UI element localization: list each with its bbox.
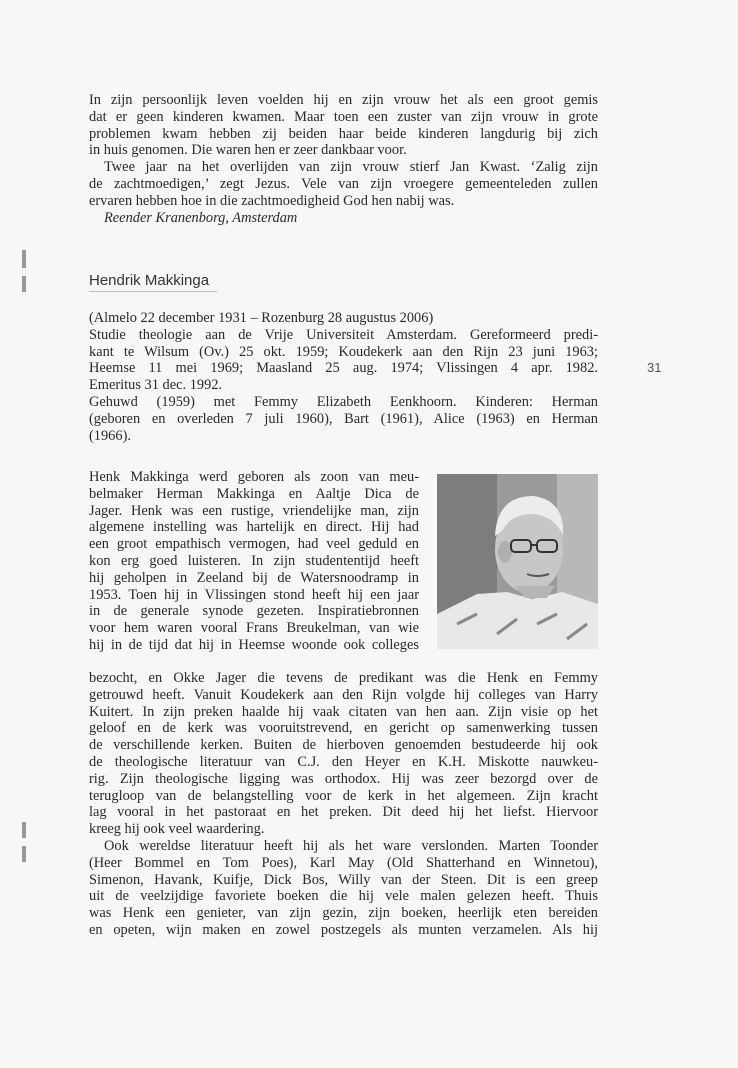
text-line: rig. Zijn theologische ligging was orthodox. Hij was zeer bezorgd over de <box>89 770 598 787</box>
text-line: de zachtmoedigen,’ zegt Jezus. Vele van zijn vroegere gemeenteleden zullen <box>89 175 598 192</box>
text-line: (Almelo 22 december 1931 – Rozenburg 28 augustus 2006) <box>89 310 434 326</box>
text-line: (Heer Bommel en Tom Poes), Karl May (Old Shatterhand en Winnetou), <box>89 854 598 871</box>
text-line: ervaren hebben hoe in die zachtmoedigheid God hen nabij was. <box>89 192 455 209</box>
text-line: en opeten, wijn maken en zowel postzegels als munten verzamelen. Als hij <box>89 921 598 938</box>
text-line: Twee jaar na het overlijden van zijn vrouw stierf Jan Kwast. ‘Zalig zijn <box>104 159 598 176</box>
portrait-photo-image <box>437 474 598 649</box>
text-line: belmaker Herman Makkinga en Aaltje Dica de <box>89 485 419 502</box>
text-line: bezocht, en Okke Jager die tevens de predikant was die Henk en Femmy <box>89 670 598 686</box>
text-line: Simenon, Havank, Kuifje, Dick Bos, Willy van der Steen. Dit is een greep <box>89 871 598 888</box>
text-line: kon erg goed luisteren. In zijn studententijd heeft <box>89 552 419 569</box>
text-line: hij in de tijd dat hij in Heemse woonde ook colleges <box>89 636 419 653</box>
text-line: 1953. Toen hij in Vlissingen stond heeft hij een jaar <box>89 586 419 603</box>
scan-mark <box>22 250 26 268</box>
text-line: Gehuwd (1959) met Femmy Elizabeth Eenkhoorn. Kinderen: Herman <box>89 393 598 410</box>
text-line: lag vooral in het pastoraat en het preken. Dit deed hij het liefst. Hiervoor <box>89 804 598 821</box>
biography-details <box>89 310 598 444</box>
scan-mark <box>22 276 26 292</box>
body-text-continued <box>89 670 598 939</box>
text-line: Studie theologie aan de Vrije Universiteit Amsterdam. Gereformeerd predi- <box>89 326 598 343</box>
text-line: was Henk een genieter, van zijn gezin, zijn boeken, heerlijk eten bereiden <box>89 905 598 922</box>
section-heading: Hendrik Makkinga <box>89 272 210 289</box>
text-line: geloof en de kerk was vooruitstrevend, en gericht op samenwerking tussen <box>89 720 598 737</box>
text-line: hij geholpen in Zeeland bij de Watersnoodramp in <box>89 569 419 586</box>
text-line: Jager. Henk was een rustige, vriendelijke man, zijn <box>89 502 419 519</box>
portrait-photo <box>437 474 598 649</box>
text-line: Kuitert. In zijn preken haalde hij vaak citaten van hen aan. Zijn visie op het <box>89 703 598 720</box>
text-line: getrouwd heeft. Vanuit Koudekerk aan den Rijn volgde hij colleges van Harry <box>89 686 598 703</box>
intro-paragraphs <box>89 92 598 226</box>
text-line: kreeg hij ook veel waardering. <box>89 821 265 838</box>
scan-mark <box>22 822 26 838</box>
text-line: Heemse 11 mei 1969; Maasland 25 aug. 1974; Vlissingen 4 apr. 1982. <box>89 360 598 377</box>
body-text-beside-photo <box>89 469 419 654</box>
text-line: algemene instelling was hartelijk en direct. Hij had <box>89 519 419 536</box>
text-line: Emeritus 31 dec. 1992. <box>89 377 223 394</box>
text-line: kant te Wilsum (Ov.) 25 okt. 1959; Koudekerk aan den Rijn 23 juni 1963; <box>89 343 598 360</box>
text-line: in huis genomen. Die waren hen er zeer dankbaar voor. <box>89 142 407 159</box>
text-line: een groot empathisch vermogen, had veel geduld en <box>89 536 419 553</box>
author-signature: Reender Kranenborg, Amsterdam <box>104 209 298 226</box>
text-line: problemen kwam hebben zij beiden haar beide kinderen langdurig bij zich <box>89 125 598 142</box>
text-line: de verschillende kerken. Buiten de hierboven genoemden bestudeerde hij ook <box>89 737 598 754</box>
text-line: Henk Makkinga werd geboren als zoon van meu- <box>89 469 419 485</box>
text-line: de theologische literatuur van C.J. den Heyer en K.H. Miskotte nauwkeu- <box>89 753 598 770</box>
text-line: uit de veelzijdige favoriete boeken die hij vele malen gelezen heeft. Thuis <box>89 888 598 905</box>
text-line: (1966). <box>89 427 131 444</box>
text-line: Ook wereldse literatuur heeft hij als het ware verslonden. Marten Toonder <box>104 837 598 854</box>
scan-mark <box>22 846 26 862</box>
text-line: In zijn persoonlijk leven voelden hij en zijn vrouw het als een groot gemis <box>89 92 598 108</box>
text-line: dat er geen kinderen kwamen. Maar toen een zuster van zijn vrouw in grote <box>89 108 598 125</box>
text-line: in de generale synode gezeten. Inspiratiebronnen <box>89 603 419 620</box>
text-line: (geboren en overleden 7 juli 1960), Bart (1961), Alice (1963) en Herman <box>89 410 598 427</box>
heading-underline <box>89 291 217 292</box>
page-number: 31 <box>647 360 662 375</box>
text-line: voor hem waren vooral Frans Breukelman, van wie <box>89 620 419 637</box>
text-line: terugloop van de belangstelling voor de kerk in het algemeen. Zijn kracht <box>89 787 598 804</box>
